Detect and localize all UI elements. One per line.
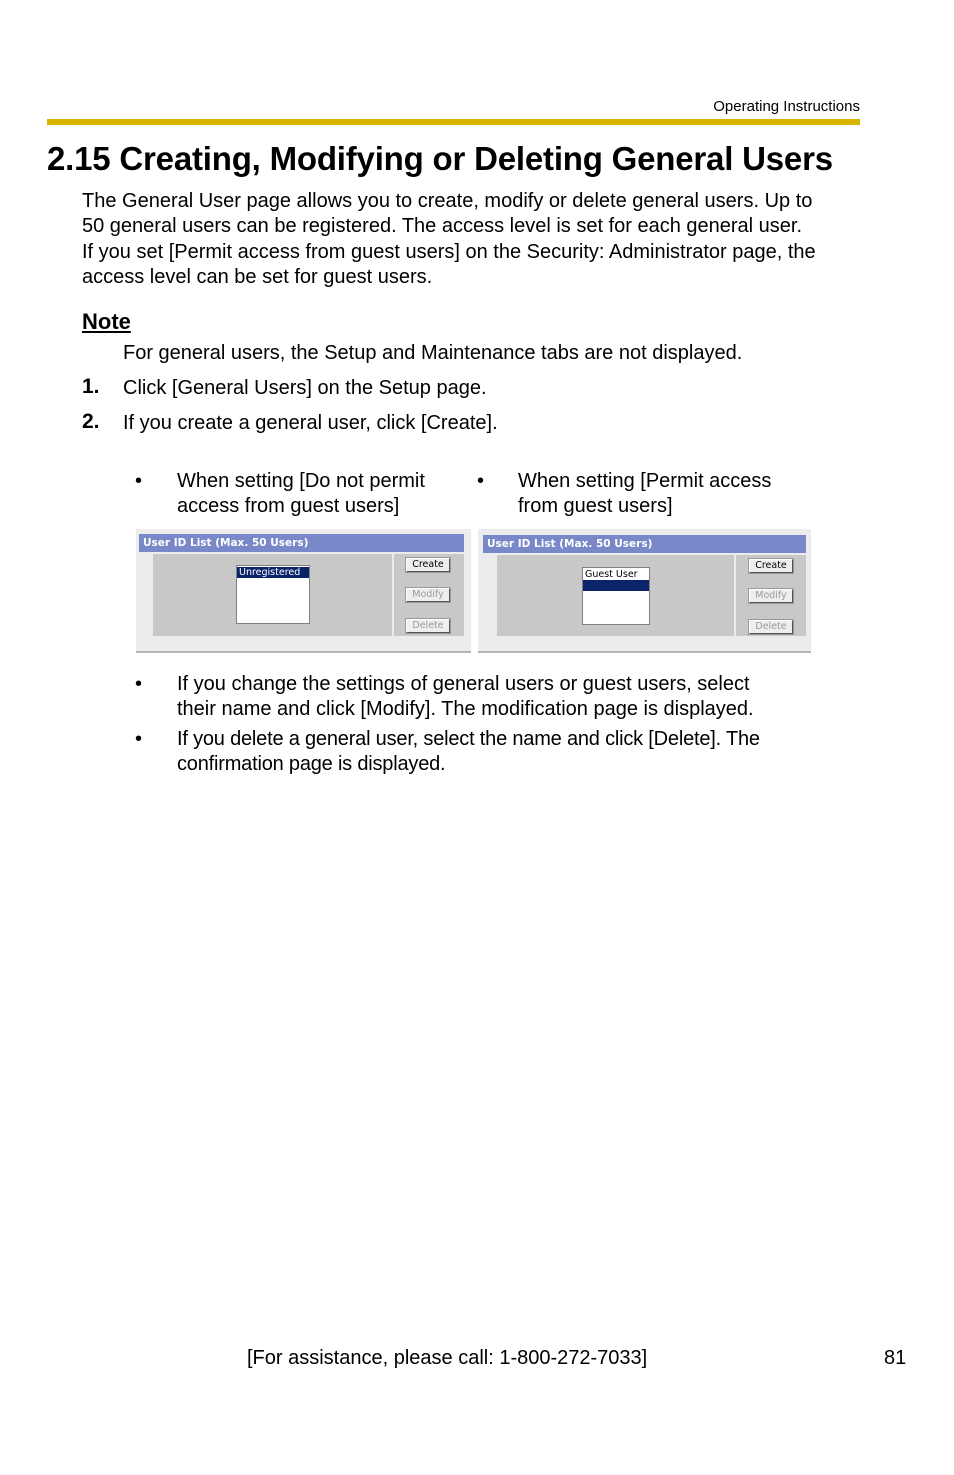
- modify-button[interactable]: Modify: [749, 589, 793, 603]
- bullet-line: their name and click [Modify]. The modification page is displayed.: [177, 698, 754, 721]
- bullet-line: If you change the settings of general users or guest users, select: [177, 673, 750, 695]
- caption-line: When setting [Permit access: [518, 470, 772, 492]
- bullet-item-modify: [177, 672, 754, 723]
- note-heading: Note: [82, 309, 131, 334]
- intro-line: If you set [Permit access from guest users] on the Security: Administrator page, the: [82, 240, 816, 263]
- intro-paragraph: [82, 189, 872, 290]
- intro-line: access level can be set for guest users.: [82, 265, 433, 288]
- page-number: 81: [884, 1347, 907, 1369]
- user-listbox[interactable]: [582, 567, 650, 625]
- step-text: If you create a general user, click [Create].: [123, 412, 498, 434]
- user-id-list-panel-left: [136, 529, 471, 653]
- caption-line: from guest users]: [518, 495, 673, 518]
- modify-button[interactable]: Modify: [406, 588, 450, 602]
- user-listbox[interactable]: [236, 565, 310, 624]
- user-id-list-panel-right: [478, 529, 811, 653]
- panel-divider: [734, 555, 736, 636]
- bullet-marker: •: [477, 470, 485, 492]
- step-number: 1.: [82, 375, 100, 398]
- running-header: Operating Instructions: [713, 98, 860, 115]
- bullet-line: confirmation page is displayed.: [177, 753, 446, 776]
- delete-button[interactable]: Delete: [749, 620, 793, 634]
- panel-divider: [392, 554, 394, 636]
- create-button[interactable]: Create: [749, 559, 793, 573]
- panel-title-bar: User ID List (Max. 50 Users): [139, 534, 464, 552]
- bullet-marker: •: [135, 728, 143, 750]
- list-item[interactable]: Unregistered: [237, 567, 309, 578]
- step-text: Click [General Users] on the Setup page.: [123, 377, 487, 399]
- step-number: 2.: [82, 410, 100, 433]
- panel-title-bar: User ID List (Max. 50 Users): [483, 535, 806, 553]
- note-text: For general users, the Setup and Maintenance tabs are not displayed.: [123, 342, 743, 364]
- column-caption-right: [518, 469, 771, 520]
- delete-button[interactable]: Delete: [406, 619, 450, 633]
- bullet-item-delete: [177, 727, 760, 778]
- bullet-line: If you delete a general user, select the name and click [Delete]. The: [177, 728, 760, 750]
- assistance-footer: [For assistance, please call: 1-800-272-7033]: [247, 1347, 648, 1369]
- header-rule: [47, 119, 860, 125]
- section-title: 2.15 Creating, Modifying or Deleting General Users: [47, 140, 833, 177]
- intro-line: The General User page allows you to create, modify or delete general users. Up to: [82, 190, 813, 212]
- column-caption-left: [177, 469, 425, 520]
- list-item[interactable]: Guest User: [585, 569, 638, 580]
- caption-line: When setting [Do not permit: [177, 470, 425, 492]
- bullet-marker: •: [135, 673, 143, 695]
- list-item[interactable]: [583, 580, 649, 591]
- bullet-marker: •: [135, 470, 143, 492]
- caption-line: access from guest users]: [177, 495, 400, 518]
- create-button[interactable]: Create: [406, 558, 450, 572]
- intro-line: 50 general users can be registered. The access level is set for each general user.: [82, 215, 803, 238]
